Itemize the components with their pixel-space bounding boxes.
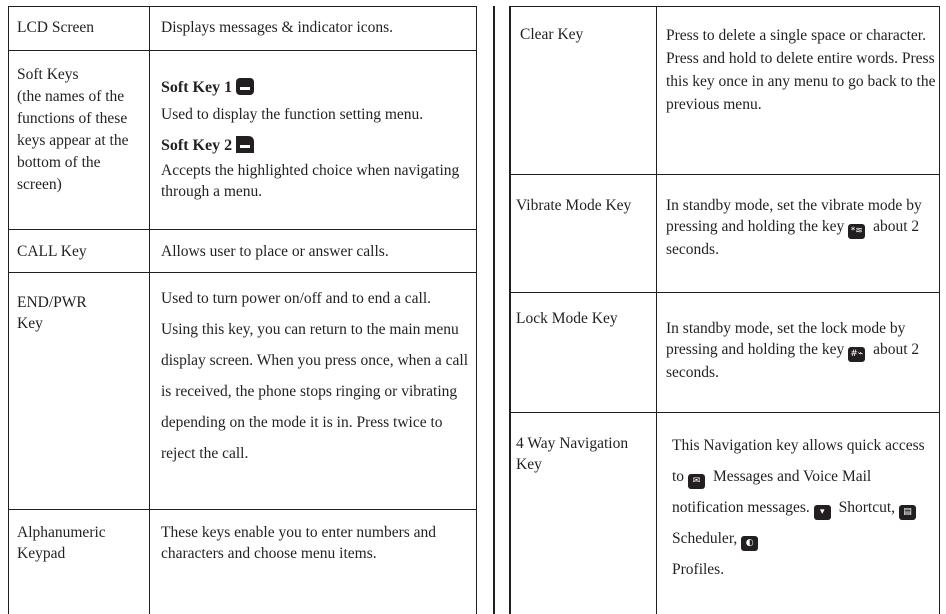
call-key-description: Allows user to place or answer calls. (161, 243, 389, 260)
lcd-screen-description: Displays messages & indicator icons. (161, 19, 394, 36)
gutter-line-left (493, 6, 495, 614)
right-table-row-divider-1 (509, 174, 940, 175)
soft-key-1-description: Used to display the function setting menu. (161, 106, 424, 123)
gutter-line-right (509, 6, 511, 614)
soft-key-2-title: Soft Key 2 (161, 137, 233, 154)
right-table-row-divider-3 (509, 412, 940, 413)
lock-mode-key-label: Lock Mode Key (516, 310, 618, 327)
left-table-border-left (8, 6, 9, 614)
end-pwr-key-label: END/PWR Key (17, 294, 87, 332)
soft-keys-note: (the names of the functions of these keys appear at the bottom of the screen) (17, 88, 129, 193)
navigation-text-5: Profiles. (672, 561, 725, 578)
alphanumeric-keypad-label: Alphanumeric Keypad (17, 524, 106, 562)
left-table-row-divider-2 (8, 229, 477, 230)
soft-keys-label (17, 64, 147, 196)
profiles-icon: ◐ (741, 536, 758, 551)
left-table-border-right (476, 6, 477, 614)
left-table-border-top (8, 6, 477, 7)
soft-key-1-row (161, 77, 471, 101)
vibrate-mode-key-label: Vibrate Mode Key (516, 197, 632, 214)
soft-key-1-icon (236, 78, 254, 101)
lcd-screen-label: LCD Screen (17, 19, 95, 36)
lock-key-icon: #⌁ (848, 347, 865, 362)
right-table-border-right (939, 6, 940, 614)
vibrate-mode-text-a: In standby mode, set the vibrate mode by pressing and holding the key (666, 197, 922, 235)
left-table-row-divider-4 (8, 509, 477, 510)
vibrate-mode-text-b: about 2 seconds. (666, 218, 920, 258)
vibrate-key-icon: *≋ (848, 224, 865, 239)
vibrate-mode-key-description (666, 195, 938, 260)
right-table-border-top (509, 6, 940, 7)
soft-key-2-icon (236, 136, 254, 159)
navigation-text-3: Shortcut, (838, 499, 896, 516)
scheduler-icon: ▤ (899, 505, 916, 520)
messages-icon: ✉ (688, 474, 705, 489)
soft-key-1-title: Soft Key 1 (161, 79, 233, 96)
left-table-row-divider-1 (8, 50, 477, 51)
navigation-text-4: Scheduler, (672, 530, 738, 547)
navigation-key-label: 4 Way Navigation Key (516, 435, 629, 473)
left-table-column-divider (149, 6, 150, 614)
soft-key-2-row (161, 135, 471, 159)
left-table-row-divider-3 (8, 272, 477, 273)
shortcut-icon: ▾ (814, 505, 831, 520)
right-table-column-divider (656, 6, 657, 614)
clear-key-description: Press to delete a single space or character. Press and hold to delete entire words. Press this key once in any menu to go back to the previous menu. (666, 27, 936, 113)
call-key-label: CALL Key (17, 243, 87, 260)
navigation-text-1: This Navigation key allows quick access to (672, 437, 925, 485)
right-table-row-divider-2 (509, 292, 940, 293)
alphanumeric-keypad-description: These keys enable you to enter numbers and characters and choose menu items. (161, 524, 437, 562)
soft-key-2-description: Accepts the highlighted choice when navigating through a menu. (161, 162, 460, 200)
lock-mode-text-a: In standby mode, set the lock mode by pressing and holding the key (666, 320, 906, 358)
end-pwr-key-description: Used to turn power on/off and to end a call. Using this key, you can return to the main menu display screen. When you press once, when a call is received, the phone stops ringing or vibrating depending on the mode it is in. Press twice to reject the call. (161, 290, 469, 462)
navigation-text-2: Messages and Voice Mail notification messages. (672, 468, 872, 516)
lock-mode-key-description (666, 318, 938, 383)
navigation-key-description (672, 430, 934, 585)
lock-mode-text-b: about 2 seconds. (666, 341, 920, 381)
clear-key-label: Clear Key (520, 26, 584, 43)
soft-keys-description (161, 77, 471, 202)
soft-keys-title: Soft Keys (17, 66, 79, 83)
